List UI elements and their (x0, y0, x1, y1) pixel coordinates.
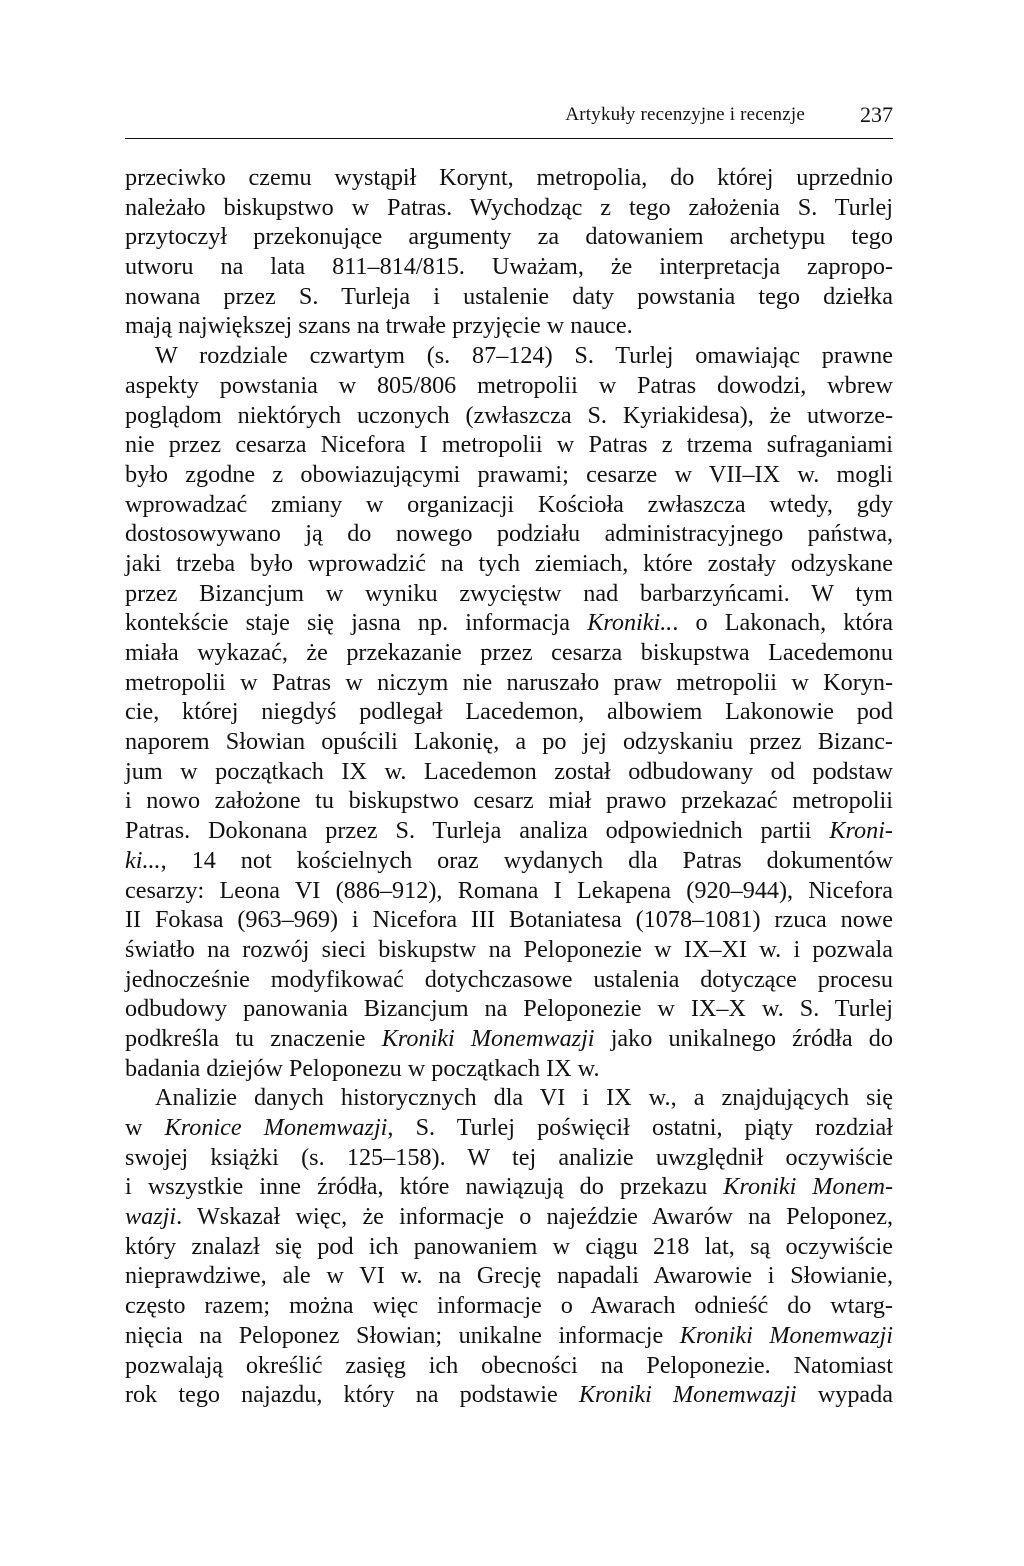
text-line: rok tego najazdu, który na podstawie Kroniki Monemwazji wypada (125, 1381, 893, 1409)
text-line: miała wykazać, że przekazanie przez cesarza biskupstwa Lacedemonu (125, 639, 893, 666)
text-line: metropolii w Patras w niczym nie naruszało praw metropolii w Koryn- (125, 668, 893, 696)
text-line: Patras. Dokonana przez S. Turleja analiza odpowiednich partii Kroni- (125, 817, 893, 845)
text-line: pozwalają określić zasięg ich obecności na Peloponezie. Natomiast (125, 1351, 893, 1379)
text-line: i nowo założone tu biskupstwo cesarz miał prawo przekazać metropolii (125, 787, 893, 815)
text-line: w Kronice Monemwazji, S. Turlej poświęcił ostatni, piąty rozdział (125, 1114, 894, 1141)
running-title: Artykuły recenzyjne i recenzje (565, 104, 805, 125)
text-line: Analizie danych historycznych dla VI i IX w., a znajdujących się (155, 1084, 893, 1112)
text-line: utworu na lata 811–814/815. Uważam, że interpretacja zapropo- (125, 253, 893, 281)
text-line: nowana przez S. Turleja i ustalenie daty powstania tego dziełka (125, 282, 893, 310)
body-text (125, 163, 893, 1410)
text-line: badania dziejów Peloponezu w początkach IX w. (125, 1054, 600, 1082)
text-line: jum w początkach IX w. Lacedemon został odbudowany od podstaw (125, 757, 893, 785)
text-line: ki..., 14 not kościelnych oraz wydanych dla Patras dokumentów (125, 846, 893, 874)
text-line: cesarzy: Leona VI (886–912), Romana I Lekapena (920–944), Nicefora (125, 876, 893, 904)
text-line: odbudowy panowania Bizancjum na Peloponezie w IX–X w. S. Turlej (125, 995, 893, 1023)
header-rule (125, 138, 893, 139)
text-line: II Fokasa (963–969) i Nicefora III Botaniatesa (1078–1081) rzuca nowe (125, 906, 893, 934)
text-line: nieprawdziwe, ale w VI w. na Grecję napadali Awarowie i Słowianie, (125, 1262, 893, 1290)
text-line: było zgodne z obowiazującymi prawami; cesarze w VII–IX w. mogli (125, 460, 893, 488)
text-line: jednocześnie modyfikować dotychczasowe ustalenia dotyczące procesu (125, 965, 893, 993)
text-line: jaki trzeba było wprowadzić na tych ziemiach, które zostały odzyskane (125, 549, 893, 577)
text-line: często razem; można więc informacje o Awarach odnieść do wtarg- (125, 1292, 893, 1320)
text-line: aspekty powstania w 805/806 metropolii w Patras dowodzi, wbrew (125, 371, 893, 399)
text-line: nie przez cesarza Nicefora I metropolii w Patras z trzema sufraganiami (125, 431, 893, 459)
text-line: naporem Słowian opuścili Lakonię, a po jej odzyskaniu przez Bizanc- (125, 728, 893, 756)
text-line: przez Bizancjum w wyniku zwycięstw nad barbarzyńcami. W tym (125, 579, 893, 607)
text-line: należało biskupstwo w Patras. Wychodząc z tego założenia S. Turlej (125, 193, 893, 221)
text-line: przytoczył przekonujące argumenty za datowaniem archetypu tego (125, 223, 893, 251)
text-line: wprowadzać zmiany w organizacji Kościoła zwłaszcza wtedy, gdy (125, 490, 893, 518)
text-line: W rozdziale czwartym (s. 87–124) S. Turlej omawiając prawne (155, 342, 893, 370)
text-line: kontekście staje się jasna np. informacja Kroniki... o Lakonach, która (125, 609, 893, 637)
text-line: światło na rozwój sieci biskupstw na Peloponezie w IX–XI w. i pozwala (125, 935, 893, 963)
text-line: przeciwko czemu wystąpił Korynt, metropolia, do której uprzednio (125, 164, 893, 191)
text-line: dostosowywano ją do nowego podziału administracyjnego państwa, (125, 520, 893, 548)
text-line: swojej książki (s. 125–158). W tej analizie uwzględnił oczywiście (125, 1143, 893, 1171)
text-line: mają największej szans na trwałe przyjęcie w nauce. (125, 312, 633, 340)
text-line: nięcia na Peloponez Słowian; unikalne informacje Kroniki Monemwazji (125, 1321, 893, 1349)
text-line: i wszystkie inne źródła, które nawiązują do przekazu Kroniki Monem- (125, 1173, 894, 1201)
page-number: 237 (860, 102, 893, 127)
text-line: poglądom niektórych uczonych (zwłaszcza S. Kyriakidesa), że utworze- (125, 401, 893, 429)
running-head (125, 98, 893, 138)
text-line: cie, której niegdyś podlegał Lacedemon, albowiem Lakonowie pod (125, 698, 893, 726)
text-line: podkreśla tu znaczenie Kroniki Monemwazji jako unikalnego źródła do (125, 1024, 893, 1052)
text-line: który znalazł się pod ich panowaniem w ciągu 218 lat, są oczywiście (125, 1232, 893, 1260)
text-line: wazji. Wskazał więc, że informacje o najeździe Awarów na Peloponez, (125, 1203, 893, 1231)
